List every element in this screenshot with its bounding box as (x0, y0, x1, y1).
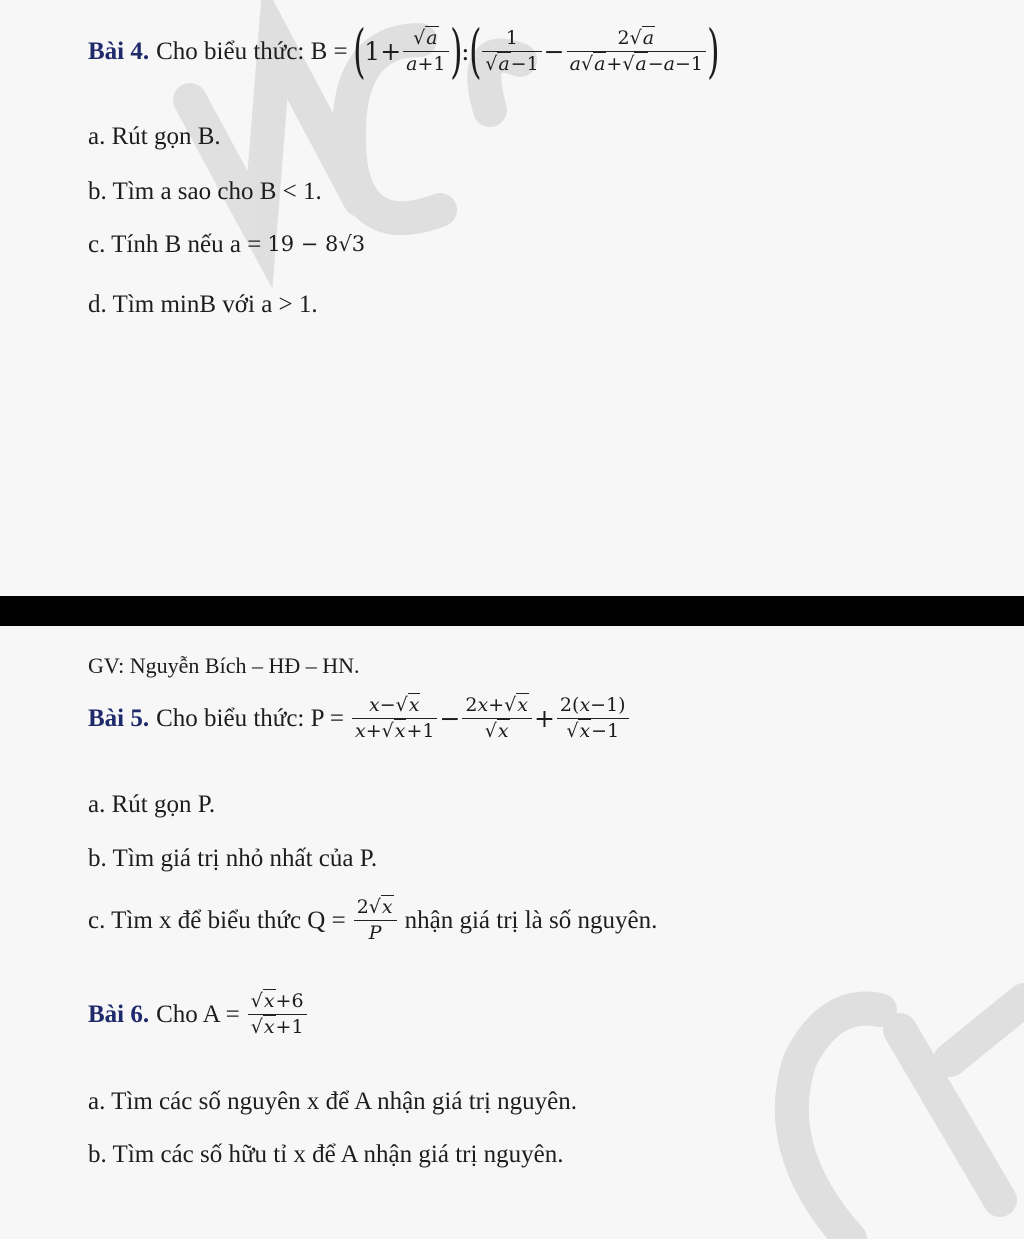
bai5-item-c (88, 898, 657, 943)
bai6-label: Bài 6. (88, 1001, 150, 1028)
bai5-heading (88, 696, 631, 741)
bai5-item-c-text1: c. Tìm x để biểu thức Q = (88, 907, 346, 934)
separator-bar (0, 596, 1024, 626)
bai6-item-a: a. Tìm các số nguyên x để A nhận giá trị nguyên. (88, 1088, 578, 1115)
bai5-q-formula: $\frac{2√x}{P}$ (352, 898, 399, 943)
bai4-label: Bài 4. (88, 37, 150, 65)
bai4-formula: ( 1+ $\frac{√a}{a+1}$ ) : ( $\frac{1}{√a-1}$ − $\frac{2√a}{a√a+√a-a-1}$ ) (352, 17, 720, 85)
bai4-intro: Cho biểu thức: B = (156, 37, 348, 65)
bai5-item-c-text2: nhận giá trị là số nguyên. (404, 907, 658, 934)
bai4-item-b: b. Tìm a sao cho B < 1. (88, 178, 322, 205)
bai5-label: Bài 5. (88, 705, 150, 732)
bai4-heading (88, 17, 720, 85)
bai4-item-c-text: c. Tính B nếu a = (88, 231, 262, 258)
bai6-intro: Cho A = (156, 1001, 240, 1028)
bai5-item-b: b. Tìm giá trị nhỏ nhất của P. (88, 845, 378, 872)
author-line: GV: Nguyễn Bích – HĐ – HN. (88, 653, 360, 678)
bai6-formula: $\frac{√x+6}{√x+1}$ (246, 992, 309, 1037)
bai5-intro: Cho biểu thức: P = (156, 705, 344, 732)
bai5-formula: $\frac{x-√x}{x+√x+1}$ − $\frac{2x+√x}{√x}$ + $\frac{2(x-1)}{√x-1}$ (350, 696, 631, 741)
bai4-item-c (88, 232, 365, 257)
bai4-item-a: a. Rút gọn B. (88, 123, 221, 150)
bai5-item-a: a. Rút gọn P. (88, 791, 216, 818)
bai6-item-b: b. Tìm các số hữu tỉ x để A nhận giá trị nguyên. (88, 1141, 564, 1168)
bai6-heading (88, 992, 309, 1037)
bai4-item-d: d. Tìm minB với a > 1. (88, 291, 318, 318)
bai4-item-c-value: 19 − 8√3 (267, 232, 366, 256)
